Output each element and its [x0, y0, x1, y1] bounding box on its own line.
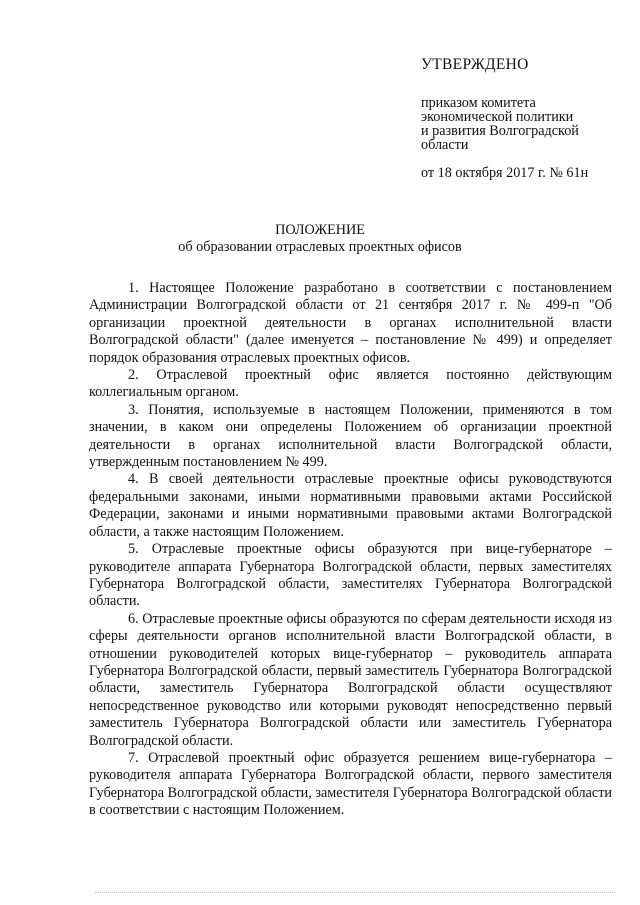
order-date: от 18 октября 2017 г. № 61н — [421, 165, 589, 181]
document-heading: ПОЛОЖЕНИЕ — [275, 222, 365, 238]
paragraph-7: 7. Отраслевой проектный офис образуется решением вице-губернатора – руководителя аппарата Губернатора Волгоградской области, первого заместителя Губернатора Волгоградской области, заместителя Губернатора Волгоградской области в соответствии с настоящим Положением. — [89, 749, 612, 819]
approved-stamp-title: УТВЕРЖДЕНО — [421, 56, 529, 73]
document-title-block — [0, 222, 640, 256]
page-bottom-divider — [95, 892, 615, 893]
paragraph-3: 3. Понятия, используемые в настоящем Положении, применяются в том значении, в каком они определены Положением об организации проектной деятельности в органах исполнительной власти Волгоградской области, утвержденным постановлением № 499. — [89, 401, 612, 471]
paragraph-5: 5. Отраслевые проектные офисы образуются при вице-губернаторе – руководителе аппарата Губернатора Волгоградской области, первых заместителях Губернатора Волгоградской области, заместителях Губернатора Волгоградской области. — [89, 541, 612, 610]
order-line: и развития Волгоградской — [421, 123, 579, 139]
paragraph-4: 4. В своей деятельности отраслевые проектные офисы руководствуются федеральными законами, иными нормативными правовыми актами Российской Федерации, законами и иными нормативными правовыми актами Волгоградской области, а также настоящим Положением. — [89, 471, 612, 540]
approval-order-block — [421, 96, 621, 152]
order-line: области — [421, 137, 469, 153]
order-line: приказом комитета — [421, 95, 536, 111]
order-line: экономической политики — [421, 109, 574, 125]
paragraph-2: 2. Отраслевой проектный офис является постоянно действующим коллегиальным органом. — [89, 367, 612, 401]
paragraph-1: 1. Настоящее Положение разработано в соответствии с постановлением Администрации Волгоградской области от 21 сентября 2017 г. № 499-п "Об организации проектной деятельности в органах исполнительной власти Волгоградской области" (далее именуется – постановление № 499) и определяет порядок образования отраслевых проектных офисов. — [89, 280, 612, 366]
paragraph-6: 6. Отраслевые проектные офисы образуются по сферам деятельности исходя из сферы деятельности органов исполнительной власти Волгоградской области, в отношении руководителей которых вице-губернатор – руководитель аппарата Губернатора Волгоградской области, первый заместитель Губернатора Волгоградской области, заместитель Губернатора Волгоградской области осуществляют непосредственное руководство или которыми руководят непосредственно первый заместитель Губернатора Волгоградской области или заместитель Губернатора Волгоградской области. — [89, 610, 612, 749]
document-body — [89, 280, 612, 820]
document-subheading: об образовании отраслевых проектных офисов — [178, 239, 462, 255]
